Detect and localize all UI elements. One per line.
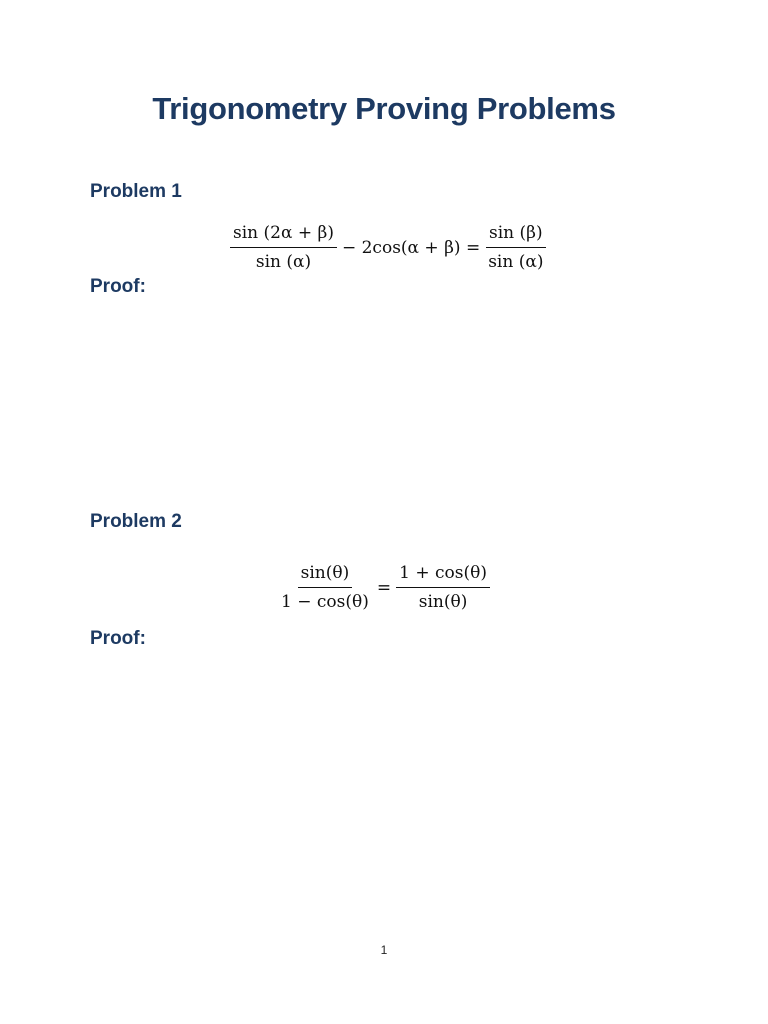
fraction-denominator: sin(θ) bbox=[418, 592, 468, 612]
problem-1-equation bbox=[228, 223, 548, 272]
problem-2-heading: Problem 2 bbox=[90, 511, 182, 532]
problem-2-proof-label: Proof: bbox=[90, 628, 146, 649]
page-title: Trigonometry Proving Problems bbox=[152, 91, 616, 126]
problem-2-equation bbox=[276, 563, 492, 612]
problem-2-middle-term: = bbox=[376, 577, 392, 598]
page-number: 1 bbox=[380, 943, 388, 957]
fraction-numerator: 1 + cos(θ) bbox=[396, 563, 490, 588]
fraction-denominator: sin (α) bbox=[488, 252, 544, 272]
problem-1-heading: Problem 1 bbox=[90, 181, 182, 202]
problem-1-proof-label: Proof: bbox=[90, 276, 146, 297]
fraction-numerator: sin (2α + β) bbox=[230, 223, 337, 248]
problem-1-right-fraction bbox=[485, 223, 546, 272]
fraction-denominator: 1 − cos(θ) bbox=[281, 592, 369, 612]
problem-1-left-fraction bbox=[230, 223, 337, 272]
fraction-numerator: sin(θ) bbox=[298, 563, 353, 588]
problem-1-middle-term: − 2cos(α + β) = bbox=[341, 237, 481, 258]
problem-2-right-fraction bbox=[396, 563, 490, 612]
fraction-denominator: sin (α) bbox=[255, 252, 312, 272]
problem-2-left-fraction bbox=[278, 563, 372, 612]
fraction-numerator: sin (β) bbox=[486, 223, 546, 248]
